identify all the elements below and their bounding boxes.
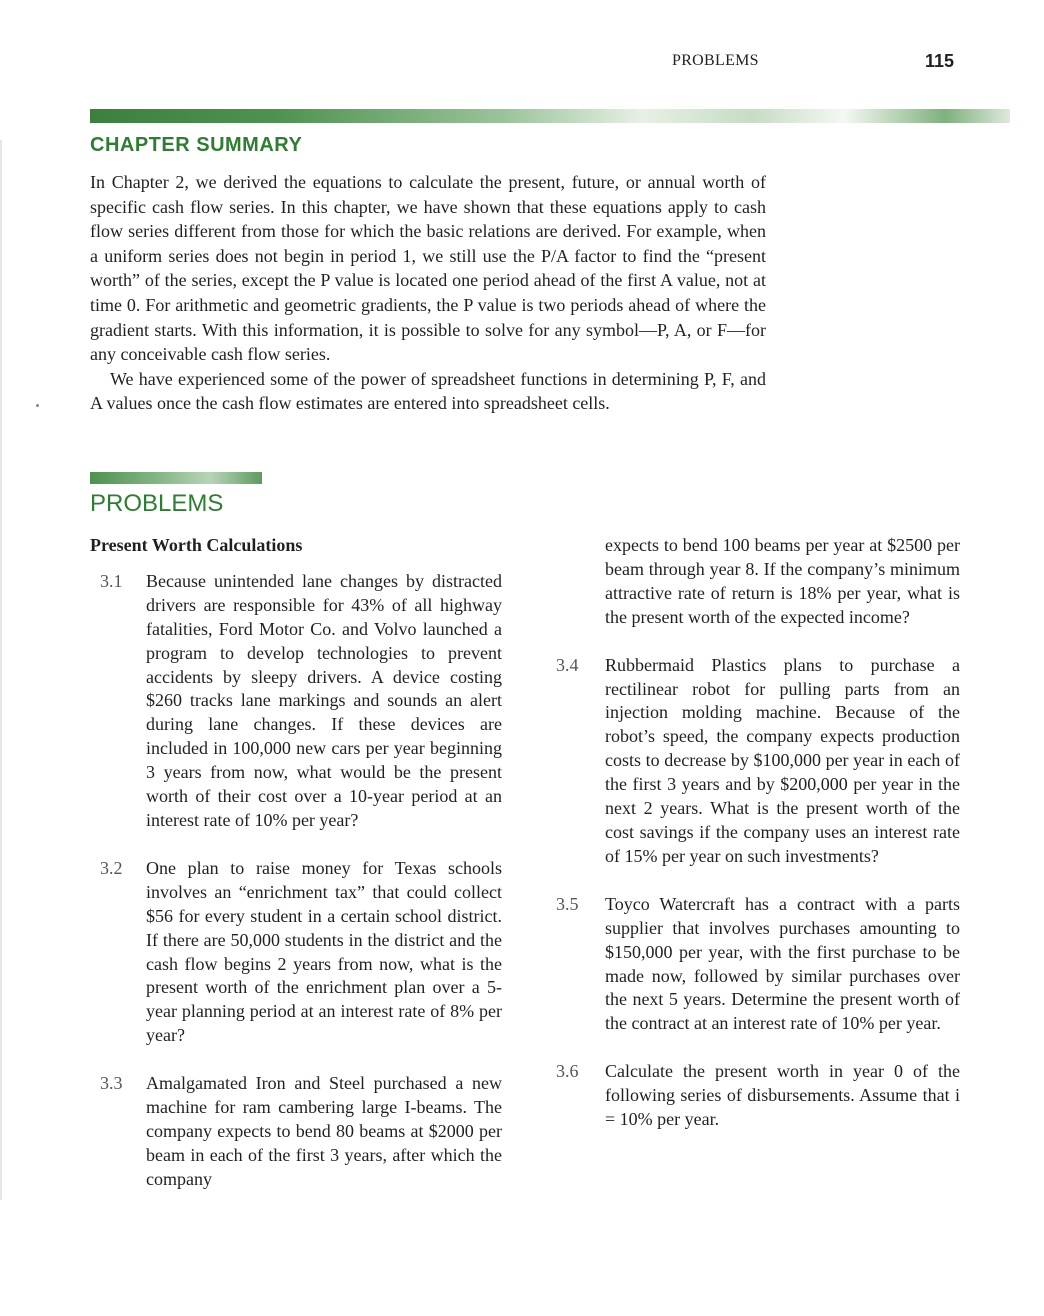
running-head: PROBLEMS — [672, 52, 759, 69]
margin-mark — [36, 404, 39, 407]
problem-text: Calculate the present worth in year 0 of the following series of disbursements. Assume that i = 10% per year. — [605, 1061, 960, 1130]
problem-3-4 — [556, 654, 960, 869]
problem-3-6 — [556, 1060, 960, 1132]
problem-text: Amalgamated Iron and Steel purchased a new machine for ram cambering large I-beams. The company expects to bend 80 beams at $2000 per beam in each of the first 3 years, after which the company — [146, 1073, 502, 1189]
page-edge — [0, 140, 2, 1200]
chapter-summary-rule — [90, 109, 1010, 123]
problem-number: 3.4 — [556, 654, 579, 675]
problem-3-3-continuation: expects to bend 100 beams per year at $2500 per beam through year 8. If the company’s minimum attractive rate of return is 18% per year, what is the present worth of the expected income? — [605, 535, 960, 627]
problem-3-5 — [556, 893, 960, 1036]
problem-3-1 — [90, 570, 502, 833]
chapter-summary-body — [90, 170, 766, 416]
problem-text: Rubbermaid Plastics plans to purchase a rectilinear robot for pulling parts from an injection molding machine. Because of the robot’s speed, the company expects production costs to decrease by $100,000 per year in each of the first 3 years and by $200,000 per year in the next 2 years. What is the present worth of the cost savings if the company uses an interest rate of 15% per year on such investments? — [605, 654, 960, 866]
right-column — [556, 534, 960, 1156]
problem-number: 3.3 — [100, 1073, 123, 1094]
problem-number: 3.2 — [100, 857, 123, 878]
left-column — [90, 534, 502, 1216]
problem-3-3 — [90, 1072, 502, 1192]
problem-number: 3.1 — [100, 570, 123, 591]
page-number: 115 — [925, 51, 955, 71]
problem-text: Because unintended lane changes by distracted drivers are responsible for 43% of all highway fatalities, Ford Motor Co. and Volvo launched a program to develop technologies to prevent accidents by sleepy drivers. A device costing $260 tracks lane markings and sounds an alert during lane changes. If these devices are included in 100,000 new cars per year beginning 3 years from now, what would be the present worth of their cost over a 10-year period at an interest rate of 10% per year? — [146, 570, 502, 830]
problem-3-2 — [90, 857, 502, 1048]
chapter-summary-heading: CHAPTER SUMMARY — [90, 134, 303, 156]
problems-heading: PROBLEMS — [90, 490, 224, 517]
present-worth-subheading: Present Worth Calculations — [90, 535, 303, 555]
problem-text: Toyco Watercraft has a contract with a parts supplier that involves purchases amounting to $150,000 per year, with the first purchase to be made now, followed by similar purchases over the next 5 years. Determine the present worth of the contract at an interest rate of 10% per year. — [605, 893, 960, 1034]
summary-paragraph: In Chapter 2, we derived the equations to calculate the present, future, or annual worth of specific cash flow series. In this chapter, we have shown that these equations apply to cash flow series different from those for which the basic relations are derived. For example, when a uniform series does not begin in period 1, we still use the P/A factor to find the “present worth” of the series, except the P value is located one period ahead of the first A value, not at time 0. For arithmetic and geometric gradients, the P value is two periods ahead of where the gradient starts. With this information, it is possible to solve for any symbol—P, A, or F—for any conceivable cash flow series. — [90, 172, 766, 365]
problems-rule — [90, 472, 262, 484]
problem-text: One plan to raise money for Texas schools involves an “enrichment tax” that could collect $56 for every student in a certain school district. If there are 50,000 students in the district and the cash flow begins 2 years from now, what is the present worth of the enrichment plan over a 5-year planning period at an interest rate of 8% per year? — [146, 857, 502, 1046]
problem-number: 3.6 — [556, 1061, 579, 1082]
summary-paragraph: We have experienced some of the power of spreadsheet functions in determining P, F, and A values once the cash flow estimates are entered into spreadsheet cells. — [90, 368, 766, 414]
problem-number: 3.5 — [556, 893, 579, 914]
